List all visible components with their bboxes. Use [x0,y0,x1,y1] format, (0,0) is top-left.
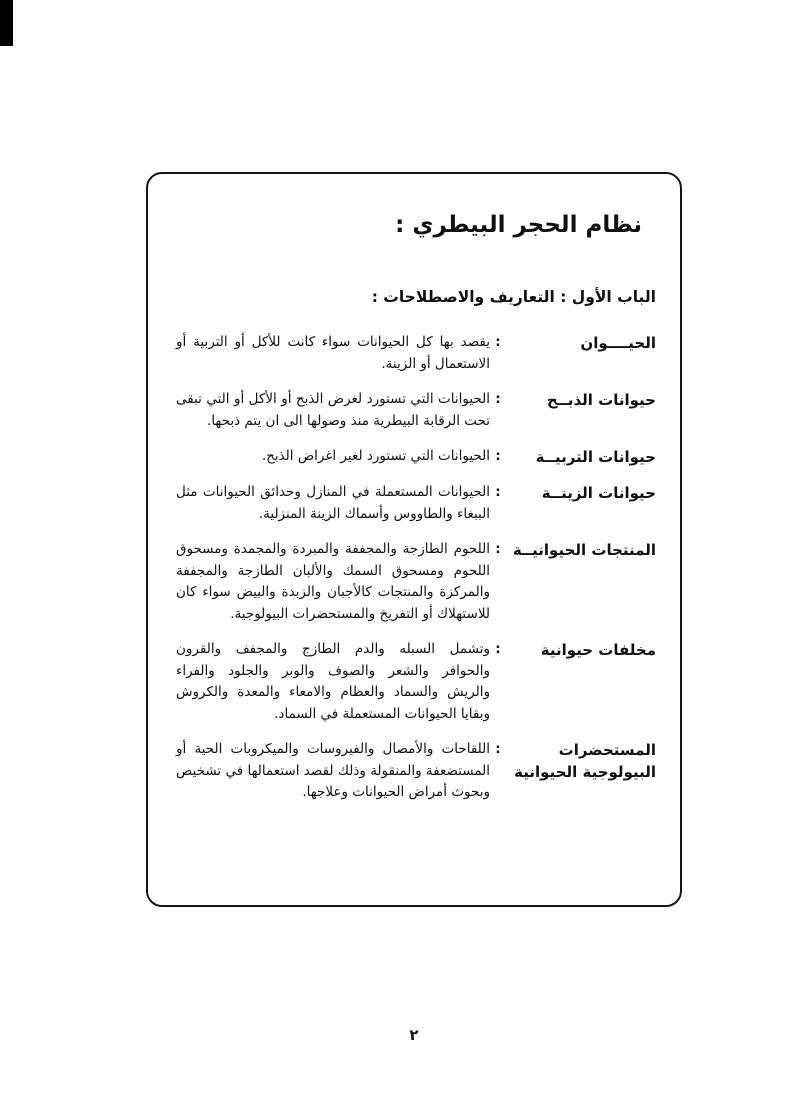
definition-term: مخلفات حيوانية [540,641,656,659]
definition-term: حيوانات التربيــة [535,448,656,466]
definition-term: الحيــــوان [580,334,656,352]
page-number: ٢ [409,1026,419,1044]
definition-row [176,389,656,432]
definition-term: حيوانات الذبــح [546,391,656,409]
definition-colon: : [495,484,501,500]
definition-text: الحيوانات التي تستورد لغرض الذبح أو الأكل أو التي تبقى تحت الرقابة البيطرية منذ وصولها الى ان يتم ذبحها. [176,391,490,429]
definition-text: يقصد بها كل الحيوانات سواء كانت للأكل أو التربية أو الاستعمال أو الزينة. [176,334,490,372]
definition-term: المنتجات الحيوانيــة [512,541,656,559]
definition-row [176,639,656,725]
definition-colon: : [495,334,501,350]
definition-text: اللقاحات والأمصال والفيروسات والميكروبات الحية أو المستضعفة والمنقولة وذلك لقصد استعمالها في تشخيص وبحوث أمراض الحيوانات وعلاجها. [176,741,490,800]
definitions-list [176,332,656,804]
definition-colon: : [495,448,501,464]
definition-row [176,446,656,468]
definition-row [176,539,656,625]
document-title: نظام الحجر البيطري : [395,212,642,238]
definition-row [176,332,656,375]
definition-colon: : [495,391,501,407]
definition-text: وتشمل السبله والدم الطازج والمجفف والقرون والحوافر والشعر والصوف والوبر والجلود والفراء والريش والسماد والعظام والامعاء والمعدة والكروش وبقايا الحيوانات المستعملة في السماد. [176,641,490,722]
definition-colon: : [495,541,501,557]
chapter-heading: الباب الأول : التعاريف والاصطلاحات : [371,288,656,306]
content-frame [146,172,682,907]
definition-term: المستحضرات البيولوجية الحيوانية [514,741,656,781]
definition-colon: : [495,741,501,757]
definition-term: حيوانات الزينــة [541,484,656,502]
definition-row [176,739,656,804]
scan-artifact [0,0,13,46]
definition-text: الحيوانات المستعملة في المنازل وحدائق الحيوانات مثل الببغاء والطاووس وأسماك الزينة المنزلية. [176,484,490,522]
definition-row [176,482,656,525]
definition-text: الحيوانات التي تستورد لغير اغراض الذبح. [261,448,490,464]
definition-colon: : [495,641,501,657]
definition-text: اللحوم الطازجة والمجففة والمبردة والمجمدة ومسحوق اللحوم ومسحوق السمك والألبان الطازجة والمجففة والمركزة والمنتجات كالأجبان والزبدة والبيض سواء كان للاستهلاك أو التفريخ والمستحضرات البيولوجية. [176,541,490,622]
